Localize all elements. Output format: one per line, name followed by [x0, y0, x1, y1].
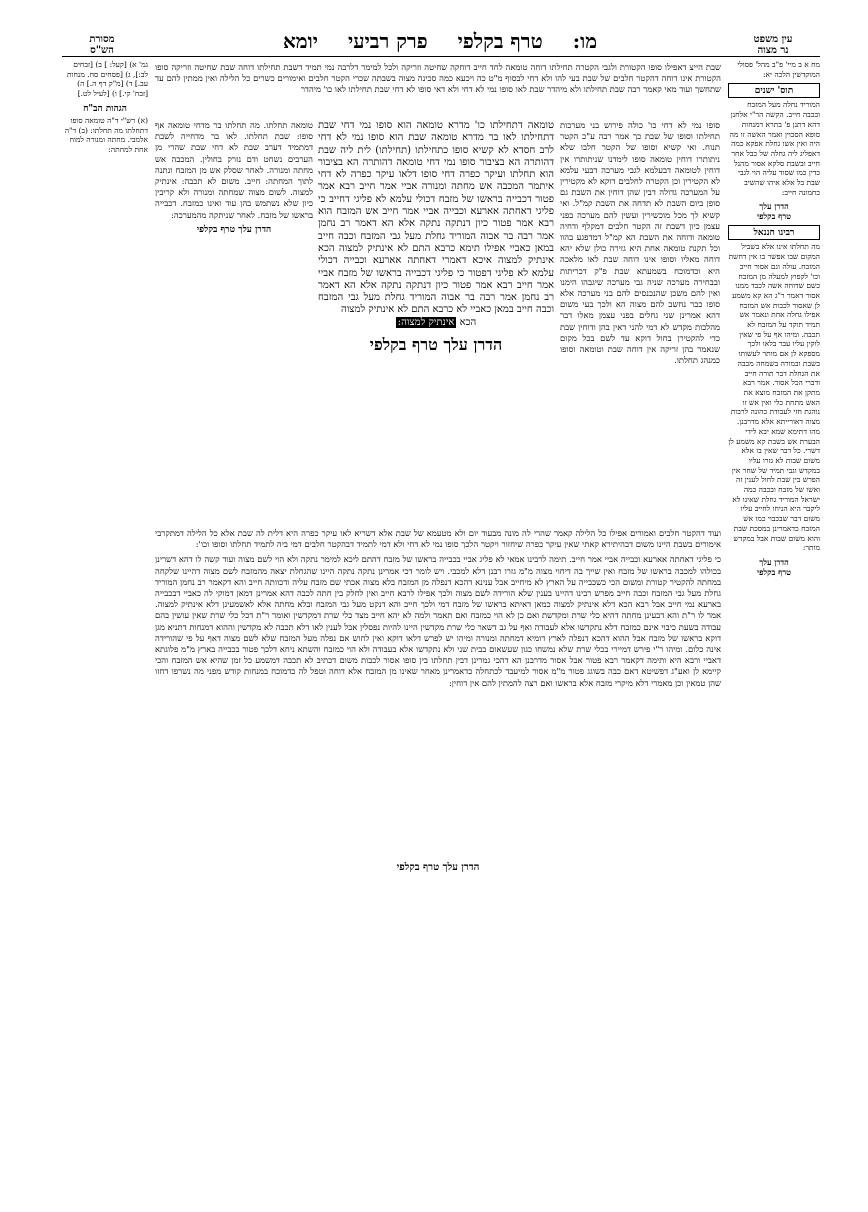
rashi-text: טומאה תחלתו. מה תחלתו בר מדחי טומאה אף סופו: שבת תחלתו. לאו בר מדחייה לשבת דמתמיד דערב שבת לא דחי שבת שהרי מן הערבים נשחט ודם נזרק בחולין. המכבה אש מחתה ומנורה. לאחר שסלק אש מן המזבח ונתנה לתוך המחתה: חייב. משום לא תכבה: אינתיק למצוה. לשום מצוה שמחתה ומנורה ולא קריבין כיון שלא נשתמש בהן עוד ואינו כמזבח. דכבייה בראשו של מזבח. לאחר שניתקה מהמערכה: — [155, 120, 313, 220]
rashi-column — [155, 120, 313, 410]
ein-mishpat-column — [728, 60, 820, 920]
rabbenu-chananel-title: רבינו חננאל — [728, 225, 820, 240]
gemara-text: טומאה דתחילתו כו' מדרא טומאה הוא סופו נמי דחי שבת דתחילתו לאו בר מדרא טומאה שבת הוא סופו נמי לא דחי לרב חסדא לא קשיא סופו כתחילתו (תחילתו) לית ליה שבת דהותרה הא בציבור סופו נמי דחי טומאה דהותרה הא בציבור הוא תחלתו ועיקר כפרה דחי סופו דלאו עיקר כפרה לא דחי איתמר המכבה אש מחתה ומנורה אביי אמר חייב רבא אמר פטור דכבייה בראשו של מזבח דכולי עלמא לא פליגי דחייב כי פליגי דאחתה אארעא וכבייה אביי אמר חייב אש המזבח הוא רבא אמר פטור כיון דנתקה נתקה אלא הא דאמר רב נחמן אמר רבה בר אבוה המוריד גחלת מעל גבי המזבח וכבה חייב במאן כאביי אפילו תימא כרבא התם לא אינתיק למצוה הכא אינתיק למצוה איכא דאמרי דאחתה אארעא וכבייה דכולי עלמא לא פליגי דפטור כי פליגי דכבייה בראשו של מזבח אביי אמר חייב רבא אמר פטור כיון דנתקה נתקה אלא הא דאמר רב נחמן אמר רבה בר אבוה המוריד גחלת מעל גבי המזבח וכבה חייב במאן כאביי לא כרבא התם לא אינתיק למצוה — [318, 120, 554, 316]
gemara-column — [318, 120, 554, 524]
tosfot-yeshanim-title: תוס' ישנים — [728, 83, 820, 98]
hadran-rabbenu-chananel: הדרן עלך טרף בקלפי — [756, 556, 792, 577]
header-rule — [62, 56, 820, 57]
gemara-hadran: הדרן עלך טרף בקלפי — [369, 335, 503, 355]
hadran-ein-mishpat: הדרן עלך טרף בקלפי — [756, 201, 792, 222]
bottom-commentary — [155, 528, 721, 853]
rashi-hadran: הדרן עלך טרף בקלפי — [196, 224, 272, 235]
daf-number: מו: — [572, 28, 598, 53]
gemara-last-word: הכא — [459, 316, 477, 328]
masoret-column — [62, 60, 148, 170]
gemara-ending — [318, 317, 554, 329]
chapter-name: טרף בקלפי — [457, 28, 543, 53]
top-commentary-strip: שבת הייצ דאפילו סופו הקטורת ולגבי הקטרה תחילתו דוחה טומאה לחד חייב דוחקה שחיטה וזריקה ולכל למימר דלרבה נמי תמיד דשבת תחילתו דוחה שבת שחיטה וזריקה סופו הקטורת אינו דוחה דהקטר חלבים של שבת בעי להו ולא דחי לבסוף מ"ט כה ויכעא כמה סכינה מצוה בשבתה שכרי הקטר חלבים ואימורים כשרים כל הלילה ואין ממתין להם עד שתחשך ועוד מאי קאמר רבה שבת תחילתו ולא מיהדר שבת לאו סופו נמי לא דחי ולא דאי סופו לא דחי שבת תחילתו לאו כו' מיהדר — [155, 62, 721, 95]
gemara-highlight: אינתיק למצוה: — [397, 316, 455, 328]
tractate-name: יומא — [282, 28, 318, 53]
haggahot-title: הגהות הב"ח — [83, 103, 127, 114]
ein-mishpat-label: עין משפט נר מצוה — [753, 34, 793, 56]
tosfot-yeshanim-text: המוריד נחלה מעל המזבח ובכבה חייב. הקשה הר"י אלחנן דהא דתנן פ' בתרא דמנחות סופא הסכוין ואמר האשה זו מה היה ואין אשו גחלת אפקא כמה דאפליג ליה גחלה של כבל אחר חייב ובשבת סלקא אסור מהנל כדין כמו שסוד עליה הוי לגבי שבת בל אלא איהו שהשיב כחמונה חייב: — [729, 100, 820, 197]
masoret-refs: גמ' א) [קעל: ] ב) [זבחים לב:], ג) [פסחים סח. מנחות עב.] ד) [מ"ק דף ה.] ה) [זבח' קי.] ו) [לעיל לט.] — [66, 60, 148, 99]
haggahot-text: (א) רש"י ד"ה טומאה סופו דתחלתו מה תחלתו: (ב) ד"ה אלמבי. מחתה ומנורה למוח אחת למחתה: — [64, 115, 148, 154]
masoret-hashas-label: מסורת הש"ס — [89, 34, 115, 56]
bottom-hadran: הדרן עלך טרף בקלפי — [396, 862, 480, 873]
page-header — [160, 28, 720, 54]
bottom-section: כי פליגי דאחתה אארעא וכבייה אביי אמר חייב. תימה לרבינו אמאי לא פליג אביי בכבייה בראשו של מזבח דהתם ליכא למימר נתקה ולא הוי לשם מצוה ועוד קשה לו דהא דשרינן בכולהו למכבה בראשו של מזבח ואין שייך בה דיחוי מצוה מ"מ גזרו רבנן דלא למכבי. ויש לומר דכי אמרינן נתקה נתקה היינו שהגחלת יצאה מהמזבח לשם מצוה דהיינו שלקחה במחתה להקטיר קטורת ומשום הכי כשכבייה על הארץ לא מיחייב אבל ענינא דהכא דנפלה מן המזבח בלא מצוה אכתי שם מזבח עליה ודכוותה חייב והא דקאמר רב נחמן המוריד גחלת מעל גבי המזבח וכבה חייב מפרש רבינו דהיינו בענין שלא הורידה לשם מצוה ולכך אפילו לרבא חייב ואין לחלק בין חתה לכבה דהא אמרינן דמאן דמוקי לה כאביי דבכבייה בארעא נמי חייב אבל רבא הכא דלא אינתיק למצוה כמאן דאיתא בראשו של מזבח דמי ולכך חייב והא דנקט מעל גבי המזבח ובלא מחתה אלא לאשמעינן דלא אינתיק למצוה. אמר לו ר"ת והא דבעינן מחתה דהיא כלי שרת ומקדשת ואם כן לא הוי כמזבח ואם תאמר ולמה לא יהא חייב מצד כלי שרת דמקדשין ואומר ר"ת דכל כלי שרת שאין עושין בהם עבודה בשעת כיבוי אינם כמזבח דלא נתקדשו אלא לעבודה ואף על גב דשאר כלי שרת מקדשין היינו להיות נפסלין אבל לענין לאו דלא תכבה לא מקדשין וההוא דמנחות דתניא מגן דוקא בראשו של מזבח אבל ההוא דהכא דנפלה לארץ דומיא דמחתה ומנורה ומיהו יש לפרש דלאו דוקא ואין לחוש אם נפלה מעל המזבח שלא לשם מצוה דאף על פי שהורידה אינה כלום. ומיהו ר"י פירש דמיירי בכלי שרת שלא נמשחו כגון שעשאום בבית שני ולא נתקדשו אלא בעבודה ולא הוי כמזבח והשתא ניחא דלכך פטור בכבייה בארץ מ"מ פלוגתא דאביי ורבא היא ותימה דקאמר רבא פטור אבל אסור מדרבנן הא דהכי גמרינן דבין תחלתו בין סופו אסור לכבות משום דכתיב לא תכבה דמשמע כל זמן שהיא אש המזבח והכי קיימא לן ואע"ג דפשיטא דאם כבה בשוגג פטור מ"מ אסור למיעבד לכתחלה כדאמרינן מאחר שאינו מן המזבח אלא דוחה וטפל לה כדמוכח במנחות קודש מפני מה נשרפו דחזו שהן טמאין וכן מאמרי דלא מיקרי מזבח אלא בראשו ואם רצה להמתין להם אין דוחין: — [155, 554, 721, 688]
perek-label: פרק רביעי — [348, 28, 428, 53]
rabbenu-chananel-text: מה תחלתו אינו אלא בשביל המקום שבו אפשר בו אין דחשת המזבח. עולה וגם אסור חייב וכו' לקפוץ למעלה מן המזבח כשם שדוחה אשה לכבד ממנו אסור דאמר ר"ג הא קא משמע לן שאסור לכבות אש המזבח אפילו גחלה אחת ונאמר אש תמיד תוקד על המזבח לא תכבה. ומיהו אף על פי שאין לוקין עליו עבר בלאו ולכך מספקא לן אם מותר לעשותו בשבת ובמורה בשמחה מכבה את הגחלת דבר תורה חייב ודברי הכל אסור. אמר רבא מתקן את המזבח מוצא את האש מתחת כלי ואין אש זו נוהגת חזי לעבודת כהונה לרבות מצוה דאורייתא אלא מדרבנן. מהו דתימא שמא יבא לידי הבערת אש בשבת קא משמע לן דשרי. כל דבר שאין בו אלא משום שבות לא גזרו עליו במקדש וגבי תמיד של שחר אין הפרש בין שבת לחול לענין זה ואשו של מזבח ובכבה כמה ישראל המוריד גחלת שאינו לא ליקבר היא הניחו לחייב עליו משום דבר שבכבוי כמו אש המזבח כדאמרינן במסכת שבת והוא משום שבות אבל במקדש מותר: — [728, 242, 820, 553]
tosafot-column: סופו נמי לא דחי כו' כולה פירוש בני מערכות תחילתו וסופו של שבת כך אמר רבה ע"כ הקטר תנוח. ואי קשיא וסופו של הקטר חלבו שלא ניתותרו דוחין טומאה סופו לימדנו שניתותרו אין דוחין לטומאה דבעלמא לגבי מערכה דבעי עלמא לא הקטירין וכן הקטרה לחלבים דוקא לא מקטירין על המערכה גדולה דבין שהן דוחין את השבת גם סופן ביום השבת לא תדחה את השבת קמ"ל. ואי קשיא לך מכל מוכשירין ועשין להם מערכה בפני עצמן כיון דשבת זה הקטר חלבים דמקלף ודחיה טומאה ודוחה את השבת הא קמ"ל דמדפגע בהוו וכל תקנת טומאה אחת היא גזירה כולן שלא יהא דוחה מאליו וסופו אינו דוחה שבת לאו מלאכה היא וכדמוכח בשמעתא שבת פ"ק דכריתות ובבחירה מערכה שניה גבי מערכה שיגבהו הימנו ואין להם משכן שהנכנסים להם בני מערכה אלא סופו כבר נחשב להם מצוה הא ולכך בעי משום דהא אמרינן שני גחלים בפני עצמן מאלו דבר מהלכות מקדש לא דמי להני דאין בהן ודוחין שבת כדי להקטירן בחול דוקא עד לשם בכל מקום שנאמר בהן זריקה אין דוחה שבת וטומאה וסופו כמנהג תחלתו. — [560, 120, 720, 366]
bottom-text-1: ועוד דהקטר חלבים ואמורים אפילו כל הלילה קאמר שהרי לה מונה מבעוד יום ולא מטעמא של שבת אלא דשריא לאו עיקר כפרה היא דלית לה שבת אלא כל הלילה דמתקרבי אימורים בשבת היינו משום דבהיתירא קאתי שאין עיקר כפרה שיחזור ויקטר הלכך סופו נמי לא דחי ולא דמי לתמיד דבהקטר חלבים דמי ביה לתמיד תחלתו וסופו וכו': — [155, 528, 721, 550]
ein-mishpat-ref: מח א ב מיי' פ"ב מהל' פסולי המוקדשין הלכה יא: — [737, 60, 820, 79]
